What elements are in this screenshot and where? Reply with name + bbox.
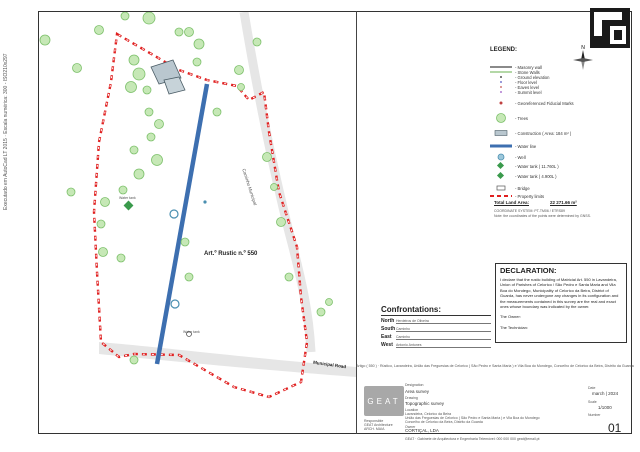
confrontation-row: [381, 326, 491, 334]
coordinate-system: COORDINATE SYSTEM: PT-TM06 / ETRS89: [494, 209, 565, 213]
logo-text: GEAT: [367, 396, 401, 406]
legend-item: [490, 88, 542, 96]
declaration-body: I declare that the rustic building of Matricial Art. 550 in Lavandeira, Union of Parishes of Celorico / São Pedro e Santa Maria and Vila Boa do Mondego, Municipality of Celorico da Beira, District of Guarda, has never undergone any changes in its configuration and the measurements contained in this survey are the real and exact ones whose boundary was indicated by the owner.: [500, 277, 619, 310]
date: march | 2024: [592, 391, 619, 396]
location-label: Location: [405, 408, 419, 412]
legend-item-label: - Water tank ( 11.760L ): [515, 163, 559, 169]
confrontation-key: South: [381, 326, 396, 332]
water-tank-icon: [490, 173, 512, 179]
parcel-label: Art.º Rustic n.º 550: [204, 251, 258, 257]
confrontation-row: [381, 318, 491, 326]
sheet-label: Number: [588, 413, 601, 417]
confrontation-key: East: [381, 334, 392, 340]
legend-title: LEGEND:: [490, 47, 517, 53]
north-arrow-icon: [572, 44, 594, 72]
sheet-divider: [356, 11, 357, 434]
scale-label: Scale: [588, 400, 597, 404]
legend-item: [490, 99, 574, 107]
bridge-icon: [490, 185, 512, 191]
legend-item-label: - Summit level: [515, 89, 542, 95]
confrontation-key: North: [381, 318, 395, 324]
legend-item-label: - Stone Walls: [515, 69, 540, 75]
drawing: Topographic survey: [405, 401, 445, 406]
summit-level-icon: [490, 89, 512, 95]
property-limits-icon: [490, 193, 512, 199]
location: Lavandeira, Celorico da Beira União das Freguesias de Celorico ( São Pedro e Santa Maria ) e Vila Boa do Mondego Concelho de Celorico da Beira, Distrito da Guarda: [405, 412, 540, 424]
legend-item-label: - Ground elevation: [515, 74, 550, 80]
total-area-label: Total Land Area:: [494, 200, 530, 205]
legend-item-label: - Well: [515, 154, 526, 160]
confrontations-title: Confrontations:: [381, 305, 491, 316]
legend-item: [490, 153, 526, 161]
date-label: Date: [588, 386, 596, 390]
responsible: GEAT Architecture ARCH. MAIA: [364, 423, 393, 431]
legend-item-label: - Bridge: [515, 185, 530, 191]
confrontation-row: [381, 342, 491, 350]
owner-signature-label: The Owner:: [500, 314, 521, 320]
legend-item-label: - Construction ( Area: 184 m² ): [515, 130, 572, 136]
drawing-label: Drawing: [405, 396, 418, 400]
legend-item: [490, 162, 559, 170]
legend-item: [490, 114, 528, 122]
side-note: Executado em AutoCad LT 2015 · Escala numérica: 300 - ISO210x297: [3, 53, 9, 210]
water-tank-icon: [490, 163, 512, 169]
legend-item-label: - Trees: [515, 115, 529, 121]
designation: Area survey: [405, 389, 430, 394]
well-icon: [490, 154, 512, 160]
scale: 1/1000: [598, 405, 612, 410]
construction-icon: [490, 130, 512, 136]
logo-block-icon: [590, 8, 630, 48]
legend-item-label: - Water line: [515, 143, 537, 149]
upper-road-label: Caminho Municipal: [241, 168, 258, 206]
coordinate-note: Note: the coordinates of the points were determined by GNSS.: [494, 214, 591, 218]
water-tank-icon: [124, 201, 134, 211]
legend-item-label: - Floor level: [515, 79, 537, 85]
water-line: [157, 84, 207, 364]
owner: CORTIÇAL, LDA: [405, 428, 439, 433]
declaration-title: DECLARATION:: [500, 266, 557, 275]
designation-label: Designation: [405, 383, 424, 387]
declaration-box: [495, 263, 627, 343]
sheet-number: 01: [608, 421, 622, 435]
studio-logo: [364, 386, 404, 416]
water-line-icon: [490, 143, 512, 149]
owner-label: Owner: [405, 425, 416, 429]
project-line: Artigo ( 550 ) · Rústico, Lavandeira, União das Freguesias de Celorico ( São Pedro e Santa Maria ) e Vila Boa do Mondego, Concelho de Celorico da Beira, Distrito da Guarda: [356, 364, 634, 368]
north-label: N: [581, 45, 585, 51]
fiducial-mark-icon: [490, 100, 512, 106]
confrontation-value: Caminho: [396, 327, 491, 332]
tree-icon: [490, 115, 512, 121]
water-tank-label: Water tank: [119, 196, 136, 200]
confrontation-value: Caminho: [396, 335, 491, 340]
confrontation-value: Herdeiros de Oliveira: [396, 319, 491, 324]
total-area-value: 22 271.66 m²: [550, 200, 577, 205]
well: [171, 300, 179, 308]
legend-item-label: - Eaves level: [515, 84, 539, 90]
legend-item: [490, 142, 536, 150]
legend-item-label: - Property limits: [515, 193, 545, 199]
confrontation-key: West: [381, 342, 393, 348]
confrontation-row: [381, 334, 491, 342]
lower-road-label: Municipal Road: [312, 359, 347, 370]
legend-item-label: - Water tank ( 4.900L ): [515, 173, 557, 179]
legend-item: [490, 192, 544, 200]
legend-item: [490, 184, 530, 192]
confrontation-value: Antonio Antunes: [396, 343, 491, 348]
technician-signature-label: The Technician:: [500, 324, 528, 330]
legend-item-label: - Georeferenced Fiducial Marks: [515, 100, 574, 106]
legend-item-label: - Masonry wall: [515, 64, 542, 70]
responsible-label: Responsible: [364, 419, 384, 423]
legend-item: [490, 129, 571, 137]
well: [170, 210, 178, 218]
water-tank-label: Water tank: [183, 330, 200, 334]
site-plan: [39, 12, 356, 433]
footer: GEAT · Gabinete de Arquitectura e Engenharia Telemóvel: 000 000 000 geat@email.pt: [405, 437, 540, 441]
confrontations: [381, 305, 491, 350]
legend-item: [490, 172, 557, 180]
